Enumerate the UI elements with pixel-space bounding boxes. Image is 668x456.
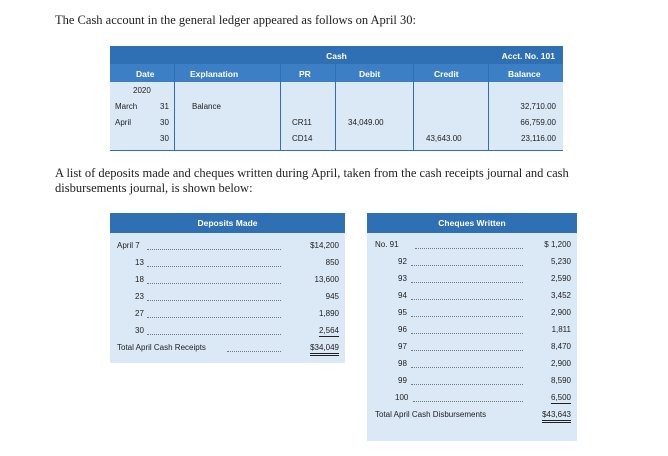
ledger-row-2-debit: 34,049.00 [348,118,384,127]
ledger-row-3-balance: 23,116.00 [521,134,556,143]
cheque-row [367,356,577,373]
cheque-amount: $ 1,200 [544,240,571,249]
ledger-row-2-day: 30 [160,118,169,127]
deposit-amount: 13,600 [314,275,339,284]
deposit-date: 23 [135,292,144,301]
col-header-pr: PR [299,69,311,79]
cheque-number: 100 [395,393,409,402]
cheque-amount: 2,900 [550,359,571,368]
deposit-row [110,238,345,255]
ledger-row-1-balance: 32,710.00 [520,102,556,111]
deposit-amount: $14,200 [310,241,339,250]
ledger-row-2-pr: CR11 [292,118,312,127]
ledger-account-name: Cash [326,51,347,61]
cheque-row [367,288,577,305]
deposit-date: 18 [135,275,144,284]
cheque-number: 99 [398,376,407,385]
leader-dots [147,300,281,301]
leader-dots [415,248,523,249]
cheque-row [367,254,577,271]
leader-dots [147,266,281,267]
deposit-date: 30 [135,326,144,335]
ledger-row-2-balance: 66,759.00 [520,118,556,127]
ledger-divider [413,64,414,150]
cheque-number: 92 [398,257,407,266]
cheque-number: 98 [398,359,407,368]
deposit-date: 27 [135,309,144,318]
deposit-amount: 1,890 [318,309,339,318]
cheque-number: 97 [398,342,407,351]
cheque-amount: 8,470 [550,342,571,351]
col-header-credit: Credit [434,69,459,79]
leader-dots [147,334,281,335]
ledger-row-3-pr: CD14 [292,134,313,143]
cheques-total-label: Total April Cash Disbursements [375,410,487,419]
deposits-total-amount: $34,049 [310,343,339,356]
ledger-header-row [110,64,563,82]
col-header-explanation: Explanation [190,69,239,79]
deposits-made-panel [110,213,345,363]
ledger-divider [280,64,281,150]
cheque-number: 94 [398,291,407,300]
cheque-amount: 5,230 [550,257,571,266]
cheque-row [367,339,577,356]
cheque-amount: 8,590 [550,376,571,385]
cheque-number: 96 [398,325,407,334]
cheques-title: Cheques Written [438,218,506,228]
col-header-debit: Debit [359,69,381,79]
cheque-row [367,322,577,339]
ledger-row-1-month: March [115,102,138,111]
cheque-amount: 6,500 [550,393,571,402]
deposits-total-label: Total April Cash Receipts [117,343,206,352]
leader-dots [413,401,523,402]
col-header-balance: Balance [508,69,541,79]
deposit-row [110,306,345,323]
leader-dots [411,350,523,351]
deposits-total-row [110,340,345,357]
leader-dots [411,367,523,368]
deposit-row [110,289,345,306]
intro-text-lists-line-1: A list of deposits made and cheques written during April, taken from the cash receipts journal and cash [55,166,569,180]
deposit-row [110,255,345,272]
ledger-body [110,82,563,151]
leader-dots [411,384,523,385]
intro-text-ledger: The Cash account in the general ledger appeared as follows on April 30: [55,13,416,27]
deposit-amount: 850 [325,258,339,267]
cheques-total-amount: $43,643 [542,410,571,423]
deposits-header [110,213,345,233]
ledger-row-1-day: 31 [160,102,169,111]
cheques-header [367,213,577,233]
deposit-row [110,272,345,289]
cheque-amount: 1,811 [551,325,571,334]
deposits-body [110,233,345,363]
ledger-row-2-month: April [115,118,132,127]
col-header-date: Date [136,69,155,79]
cash-ledger-account [110,46,563,150]
ledger-row-1-explanation: Balance [192,102,221,111]
deposit-amount: 945 [325,292,339,301]
cheque-amount: 3,452 [550,291,571,300]
deposit-amount: 2,564 [318,326,339,335]
cheque-row [367,271,577,288]
cheque-row [367,305,577,322]
leader-dots [411,265,523,266]
cheques-body [367,233,577,441]
ledger-account-number: Acct. No. 101 [501,51,555,61]
leader-dots [147,249,281,250]
cheque-number: No. 91 [375,240,399,249]
deposits-title: Deposits Made [197,218,258,228]
ledger-divider [174,64,175,150]
ledger-year: 2020 [133,86,151,95]
ledger-row-3-day: 30 [160,134,169,143]
cheque-number: 95 [398,308,407,317]
deposit-date: April 7 [117,241,140,250]
cheques-total-row [367,407,577,424]
leader-dots [411,299,523,300]
cheque-row [367,373,577,390]
cheque-amount: 2,590 [550,274,571,283]
ledger-divider [335,64,336,150]
cheque-row [367,237,577,254]
cheques-written-panel [367,213,577,441]
ledger-divider [488,64,489,150]
leader-dots [411,333,523,334]
leader-dots [227,351,281,352]
ledger-title-bar [110,46,563,64]
leader-dots [147,283,281,284]
leader-dots [411,316,523,317]
leader-dots [411,282,523,283]
cheque-amount: 2,900 [550,308,571,317]
leader-dots [147,317,281,318]
deposit-row [110,323,345,340]
intro-text-lists-line-2: disbursements journal, is shown below: [55,181,253,195]
deposit-date: 13 [135,258,144,267]
ledger-row-3-credit: 43,643.00 [426,134,462,143]
cheque-row [367,390,577,407]
cheque-number: 93 [398,274,407,283]
